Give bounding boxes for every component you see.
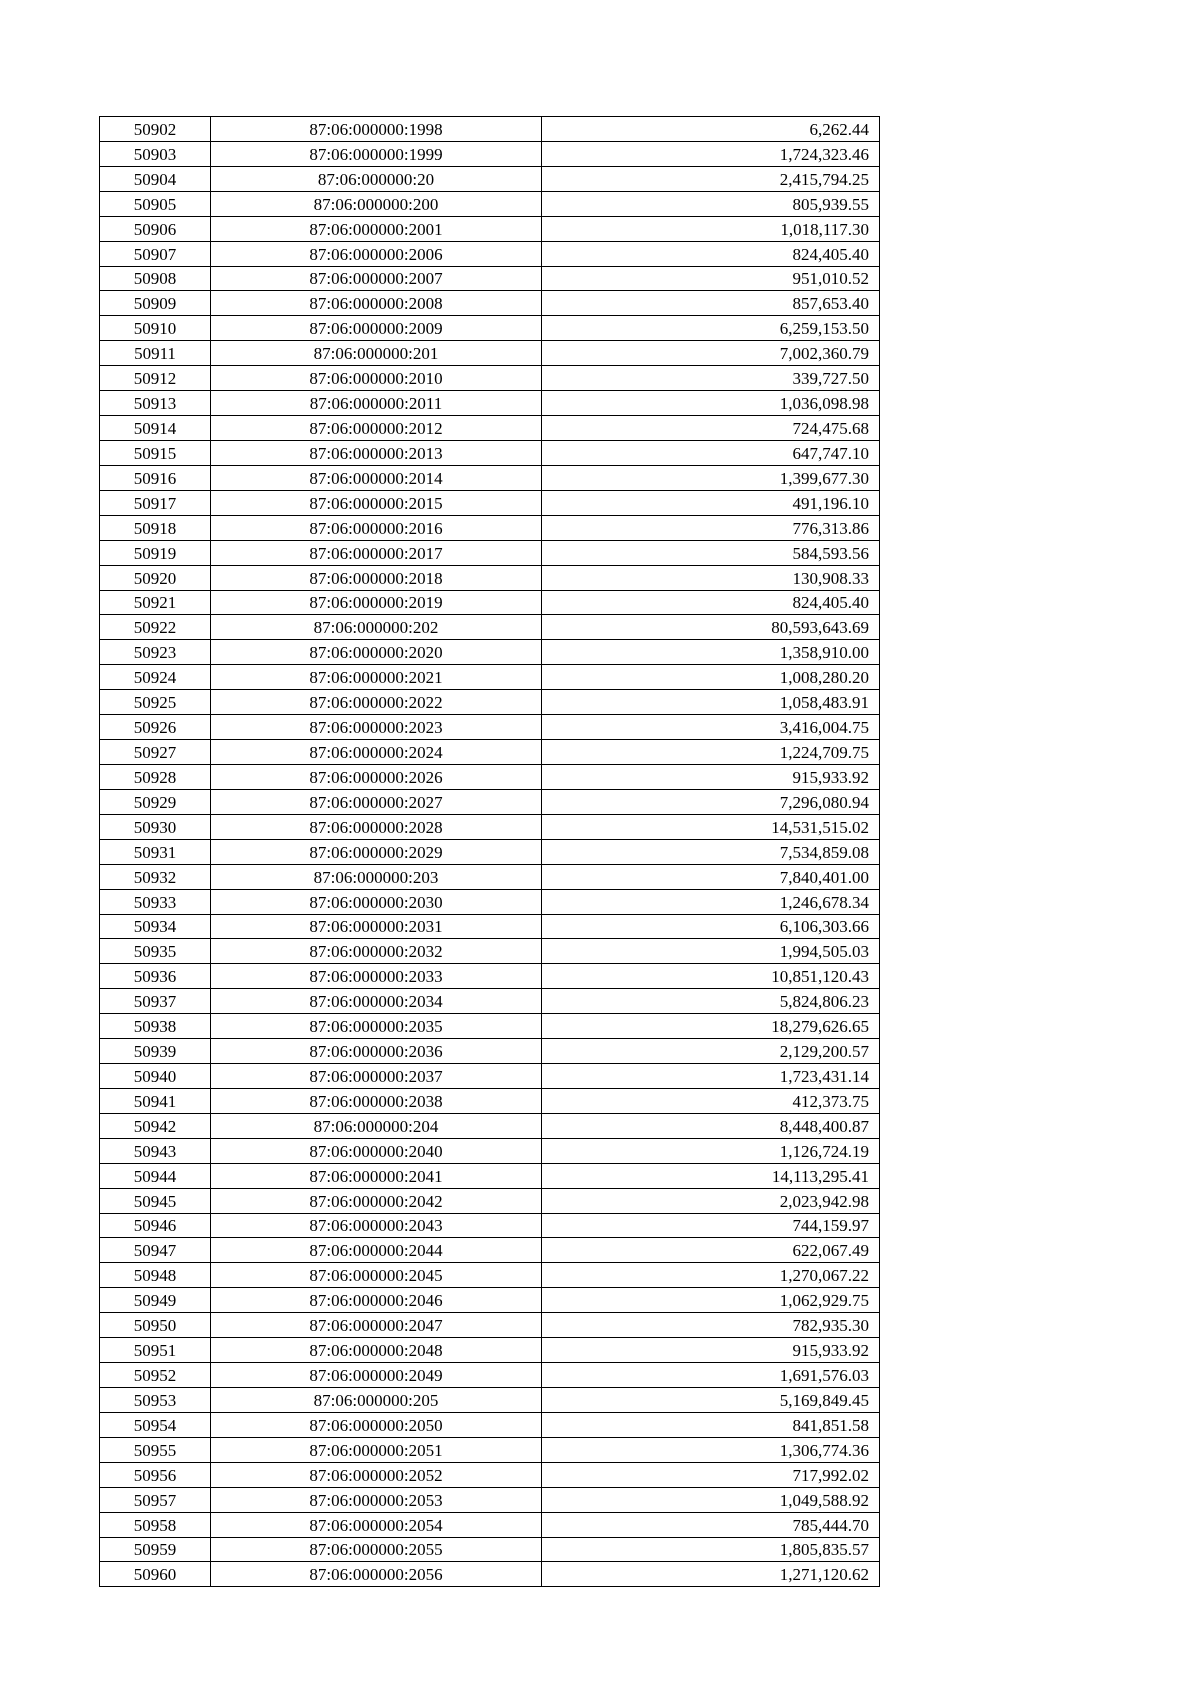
cadastral-number-cell: 87:06:000000:2010 [211, 366, 542, 391]
table-body [100, 117, 880, 1587]
row-number-cell: 50950 [100, 1313, 211, 1338]
row-number-cell: 50914 [100, 416, 211, 441]
row-number-cell: 50948 [100, 1263, 211, 1288]
cadastral-value-cell: 857,653.40 [542, 291, 880, 316]
cadastral-value-cell: 339,727.50 [542, 366, 880, 391]
row-number-cell: 50938 [100, 1014, 211, 1039]
cadastral-number-cell: 87:06:000000:2012 [211, 416, 542, 441]
table-row [100, 964, 880, 989]
cadastral-value-cell: 1,270,067.22 [542, 1263, 880, 1288]
cadastral-value-cell: 1,018,117.30 [542, 216, 880, 241]
table-row [100, 740, 880, 765]
row-number-cell: 50905 [100, 191, 211, 216]
cadastral-number-cell: 87:06:000000:2054 [211, 1512, 542, 1537]
table-row [100, 1313, 880, 1338]
row-number-cell: 50924 [100, 665, 211, 690]
row-number-cell: 50946 [100, 1213, 211, 1238]
cadastral-value-cell: 8,448,400.87 [542, 1113, 880, 1138]
table-row [100, 1412, 880, 1437]
table-row [100, 117, 880, 142]
cadastral-number-cell: 87:06:000000:2026 [211, 764, 542, 789]
table-row [100, 366, 880, 391]
cadastral-value-cell: 6,106,303.66 [542, 914, 880, 939]
cadastral-value-cell: 782,935.30 [542, 1313, 880, 1338]
cadastral-value-cell: 7,534,859.08 [542, 839, 880, 864]
cadastral-value-cell: 1,049,588.92 [542, 1487, 880, 1512]
row-number-cell: 50933 [100, 889, 211, 914]
table-row [100, 565, 880, 590]
cadastral-value-cell: 915,933.92 [542, 1338, 880, 1363]
cadastral-value-cell: 5,824,806.23 [542, 989, 880, 1014]
table-row [100, 1512, 880, 1537]
row-number-cell: 50921 [100, 590, 211, 615]
table-row [100, 1188, 880, 1213]
cadastral-value-cell: 130,908.33 [542, 565, 880, 590]
table-row [100, 216, 880, 241]
row-number-cell: 50912 [100, 366, 211, 391]
table-row [100, 166, 880, 191]
cadastral-value-cell: 622,067.49 [542, 1238, 880, 1263]
table-row [100, 590, 880, 615]
cadastral-number-cell: 87:06:000000:204 [211, 1113, 542, 1138]
row-number-cell: 50935 [100, 939, 211, 964]
cadastral-number-cell: 87:06:000000:2042 [211, 1188, 542, 1213]
cadastral-number-cell: 87:06:000000:2038 [211, 1088, 542, 1113]
table-row [100, 1238, 880, 1263]
cadastral-value-cell: 14,113,295.41 [542, 1163, 880, 1188]
cadastral-value-table [99, 116, 880, 1587]
row-number-cell: 50932 [100, 864, 211, 889]
cadastral-value-cell: 7,840,401.00 [542, 864, 880, 889]
cadastral-value-cell: 841,851.58 [542, 1412, 880, 1437]
cadastral-number-cell: 87:06:000000:2033 [211, 964, 542, 989]
table-row [100, 465, 880, 490]
table-row [100, 1088, 880, 1113]
table-row [100, 615, 880, 640]
row-number-cell: 50920 [100, 565, 211, 590]
row-number-cell: 50947 [100, 1238, 211, 1263]
table-row [100, 341, 880, 366]
cadastral-value-cell: 824,405.40 [542, 241, 880, 266]
row-number-cell: 50911 [100, 341, 211, 366]
table-row [100, 1537, 880, 1562]
table-row [100, 440, 880, 465]
row-number-cell: 50939 [100, 1039, 211, 1064]
cadastral-number-cell: 87:06:000000:2011 [211, 391, 542, 416]
table-row [100, 141, 880, 166]
cadastral-value-cell: 1,724,323.46 [542, 141, 880, 166]
cadastral-value-cell: 2,415,794.25 [542, 166, 880, 191]
cadastral-number-cell: 87:06:000000:2017 [211, 540, 542, 565]
row-number-cell: 50960 [100, 1562, 211, 1587]
cadastral-value-cell: 805,939.55 [542, 191, 880, 216]
cadastral-value-cell: 3,416,004.75 [542, 715, 880, 740]
table-row [100, 939, 880, 964]
row-number-cell: 50925 [100, 690, 211, 715]
cadastral-number-cell: 87:06:000000:205 [211, 1388, 542, 1413]
cadastral-value-cell: 1,224,709.75 [542, 740, 880, 765]
row-number-cell: 50904 [100, 166, 211, 191]
cadastral-value-cell: 1,994,505.03 [542, 939, 880, 964]
cadastral-value-cell: 6,259,153.50 [542, 316, 880, 341]
cadastral-number-cell: 87:06:000000:2044 [211, 1238, 542, 1263]
cadastral-number-cell: 87:06:000000:2014 [211, 465, 542, 490]
cadastral-value-cell: 1,271,120.62 [542, 1562, 880, 1587]
cadastral-value-cell: 80,593,643.69 [542, 615, 880, 640]
cadastral-value-cell: 1,358,910.00 [542, 640, 880, 665]
row-number-cell: 50940 [100, 1064, 211, 1089]
cadastral-value-cell: 7,002,360.79 [542, 341, 880, 366]
row-number-cell: 50906 [100, 216, 211, 241]
cadastral-value-cell: 647,747.10 [542, 440, 880, 465]
cadastral-number-cell: 87:06:000000:2028 [211, 814, 542, 839]
row-number-cell: 50928 [100, 764, 211, 789]
cadastral-value-cell: 717,992.02 [542, 1462, 880, 1487]
table-row [100, 291, 880, 316]
table-row [100, 690, 880, 715]
cadastral-number-cell: 87:06:000000:2009 [211, 316, 542, 341]
cadastral-value-cell: 724,475.68 [542, 416, 880, 441]
row-number-cell: 50951 [100, 1338, 211, 1363]
table-row [100, 1363, 880, 1388]
cadastral-number-cell: 87:06:000000:2049 [211, 1363, 542, 1388]
cadastral-number-cell: 87:06:000000:2041 [211, 1163, 542, 1188]
cadastral-number-cell: 87:06:000000:2032 [211, 939, 542, 964]
row-number-cell: 50949 [100, 1288, 211, 1313]
cadastral-value-cell: 412,373.75 [542, 1088, 880, 1113]
row-number-cell: 50942 [100, 1113, 211, 1138]
row-number-cell: 50941 [100, 1088, 211, 1113]
cadastral-number-cell: 87:06:000000:2024 [211, 740, 542, 765]
row-number-cell: 50953 [100, 1388, 211, 1413]
cadastral-number-cell: 87:06:000000:2007 [211, 266, 542, 291]
cadastral-number-cell: 87:06:000000:2043 [211, 1213, 542, 1238]
row-number-cell: 50955 [100, 1437, 211, 1462]
table-row [100, 889, 880, 914]
row-number-cell: 50909 [100, 291, 211, 316]
cadastral-number-cell: 87:06:000000:2030 [211, 889, 542, 914]
cadastral-number-cell: 87:06:000000:2051 [211, 1437, 542, 1462]
row-number-cell: 50917 [100, 490, 211, 515]
cadastral-number-cell: 87:06:000000:1998 [211, 117, 542, 142]
table-row [100, 416, 880, 441]
row-number-cell: 50952 [100, 1363, 211, 1388]
cadastral-number-cell: 87:06:000000:2022 [211, 690, 542, 715]
row-number-cell: 50922 [100, 615, 211, 640]
cadastral-number-cell: 87:06:000000:203 [211, 864, 542, 889]
cadastral-number-cell: 87:06:000000:2035 [211, 1014, 542, 1039]
table-row [100, 764, 880, 789]
cadastral-value-cell: 491,196.10 [542, 490, 880, 515]
cadastral-value-cell: 18,279,626.65 [542, 1014, 880, 1039]
cadastral-number-cell: 87:06:000000:2020 [211, 640, 542, 665]
table-row [100, 316, 880, 341]
cadastral-value-cell: 584,593.56 [542, 540, 880, 565]
row-number-cell: 50903 [100, 141, 211, 166]
cadastral-value-cell: 1,723,431.14 [542, 1064, 880, 1089]
row-number-cell: 50934 [100, 914, 211, 939]
table-row [100, 715, 880, 740]
table-row [100, 266, 880, 291]
table-row [100, 1388, 880, 1413]
cadastral-value-cell: 1,062,929.75 [542, 1288, 880, 1313]
cadastral-number-cell: 87:06:000000:2056 [211, 1562, 542, 1587]
table-row [100, 391, 880, 416]
cadastral-value-cell: 1,126,724.19 [542, 1138, 880, 1163]
table-row [100, 1562, 880, 1587]
cadastral-number-cell: 87:06:000000:2052 [211, 1462, 542, 1487]
cadastral-value-cell: 824,405.40 [542, 590, 880, 615]
cadastral-value-cell: 1,036,098.98 [542, 391, 880, 416]
row-number-cell: 50919 [100, 540, 211, 565]
table-row [100, 640, 880, 665]
row-number-cell: 50907 [100, 241, 211, 266]
cadastral-value-cell: 951,010.52 [542, 266, 880, 291]
cadastral-number-cell: 87:06:000000:201 [211, 341, 542, 366]
cadastral-number-cell: 87:06:000000:2023 [211, 715, 542, 740]
table-row [100, 191, 880, 216]
cadastral-value-cell: 1,246,678.34 [542, 889, 880, 914]
cadastral-number-cell: 87:06:000000:2046 [211, 1288, 542, 1313]
cadastral-number-cell: 87:06:000000:2027 [211, 789, 542, 814]
row-number-cell: 50936 [100, 964, 211, 989]
cadastral-value-cell: 2,129,200.57 [542, 1039, 880, 1064]
row-number-cell: 50954 [100, 1412, 211, 1437]
cadastral-number-cell: 87:06:000000:2055 [211, 1537, 542, 1562]
cadastral-number-cell: 87:06:000000:2045 [211, 1263, 542, 1288]
row-number-cell: 50915 [100, 440, 211, 465]
cadastral-number-cell: 87:06:000000:2048 [211, 1338, 542, 1363]
cadastral-number-cell: 87:06:000000:200 [211, 191, 542, 216]
cadastral-number-cell: 87:06:000000:2053 [211, 1487, 542, 1512]
cadastral-value-cell: 915,933.92 [542, 764, 880, 789]
table-row [100, 1263, 880, 1288]
cadastral-value-cell: 1,008,280.20 [542, 665, 880, 690]
row-number-cell: 50943 [100, 1138, 211, 1163]
row-number-cell: 50908 [100, 266, 211, 291]
cadastral-value-cell: 10,851,120.43 [542, 964, 880, 989]
cadastral-value-cell: 14,531,515.02 [542, 814, 880, 839]
table-row [100, 1487, 880, 1512]
row-number-cell: 50931 [100, 839, 211, 864]
cadastral-value-cell: 776,313.86 [542, 515, 880, 540]
table-row [100, 814, 880, 839]
table-row [100, 241, 880, 266]
cadastral-number-cell: 87:06:000000:20 [211, 166, 542, 191]
cadastral-value-cell: 1,306,774.36 [542, 1437, 880, 1462]
row-number-cell: 50930 [100, 814, 211, 839]
table-row [100, 1288, 880, 1313]
cadastral-number-cell: 87:06:000000:2019 [211, 590, 542, 615]
cadastral-value-cell: 1,691,576.03 [542, 1363, 880, 1388]
cadastral-number-cell: 87:06:000000:202 [211, 615, 542, 640]
cadastral-number-cell: 87:06:000000:2006 [211, 241, 542, 266]
cadastral-number-cell: 87:06:000000:2013 [211, 440, 542, 465]
row-number-cell: 50923 [100, 640, 211, 665]
cadastral-number-cell: 87:06:000000:2050 [211, 1412, 542, 1437]
cadastral-value-cell: 744,159.97 [542, 1213, 880, 1238]
row-number-cell: 50929 [100, 789, 211, 814]
table-row [100, 789, 880, 814]
table-row [100, 1437, 880, 1462]
row-number-cell: 50945 [100, 1188, 211, 1213]
table-row [100, 490, 880, 515]
cadastral-number-cell: 87:06:000000:2036 [211, 1039, 542, 1064]
cadastral-number-cell: 87:06:000000:2001 [211, 216, 542, 241]
table-row [100, 914, 880, 939]
table-row [100, 839, 880, 864]
table-row [100, 1213, 880, 1238]
table-row [100, 1064, 880, 1089]
cadastral-value-cell: 2,023,942.98 [542, 1188, 880, 1213]
row-number-cell: 50918 [100, 515, 211, 540]
table-row [100, 989, 880, 1014]
table-row [100, 1163, 880, 1188]
cadastral-number-cell: 87:06:000000:2016 [211, 515, 542, 540]
row-number-cell: 50944 [100, 1163, 211, 1188]
cadastral-value-cell: 1,805,835.57 [542, 1537, 880, 1562]
cadastral-number-cell: 87:06:000000:2029 [211, 839, 542, 864]
table-row [100, 665, 880, 690]
row-number-cell: 50927 [100, 740, 211, 765]
row-number-cell: 50956 [100, 1462, 211, 1487]
cadastral-number-cell: 87:06:000000:2021 [211, 665, 542, 690]
table-row [100, 1113, 880, 1138]
cadastral-number-cell: 87:06:000000:2018 [211, 565, 542, 590]
table-row [100, 1039, 880, 1064]
row-number-cell: 50926 [100, 715, 211, 740]
cadastral-value-cell: 785,444.70 [542, 1512, 880, 1537]
cadastral-number-cell: 87:06:000000:1999 [211, 141, 542, 166]
cadastral-value-cell: 6,262.44 [542, 117, 880, 142]
row-number-cell: 50902 [100, 117, 211, 142]
row-number-cell: 50958 [100, 1512, 211, 1537]
table-row [100, 515, 880, 540]
row-number-cell: 50937 [100, 989, 211, 1014]
row-number-cell: 50959 [100, 1537, 211, 1562]
cadastral-number-cell: 87:06:000000:2015 [211, 490, 542, 515]
cadastral-number-cell: 87:06:000000:2034 [211, 989, 542, 1014]
cadastral-value-cell: 1,399,677.30 [542, 465, 880, 490]
table-row [100, 1138, 880, 1163]
row-number-cell: 50916 [100, 465, 211, 490]
row-number-cell: 50913 [100, 391, 211, 416]
table-row [100, 864, 880, 889]
table-row [100, 1462, 880, 1487]
table-row [100, 540, 880, 565]
cadastral-number-cell: 87:06:000000:2008 [211, 291, 542, 316]
cadastral-value-cell: 7,296,080.94 [542, 789, 880, 814]
table-row [100, 1338, 880, 1363]
row-number-cell: 50957 [100, 1487, 211, 1512]
cadastral-number-cell: 87:06:000000:2040 [211, 1138, 542, 1163]
cadastral-number-cell: 87:06:000000:2037 [211, 1064, 542, 1089]
cadastral-number-cell: 87:06:000000:2031 [211, 914, 542, 939]
cadastral-number-cell: 87:06:000000:2047 [211, 1313, 542, 1338]
table-row [100, 1014, 880, 1039]
row-number-cell: 50910 [100, 316, 211, 341]
cadastral-value-cell: 1,058,483.91 [542, 690, 880, 715]
cadastral-value-cell: 5,169,849.45 [542, 1388, 880, 1413]
